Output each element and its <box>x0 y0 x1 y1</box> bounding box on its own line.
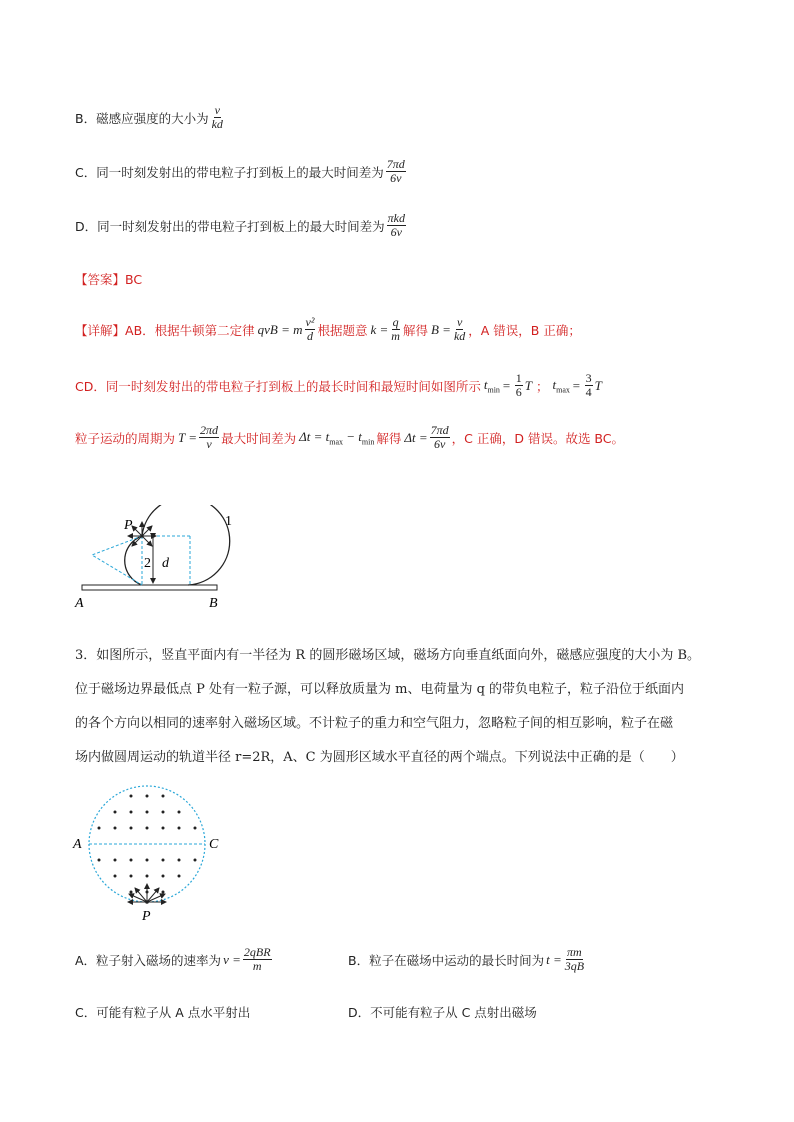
field-dot <box>114 859 117 862</box>
label-b: B <box>209 596 218 611</box>
trajectory-1 <box>142 505 230 585</box>
answer-value: BC <box>125 271 143 287</box>
field-dot <box>146 811 149 814</box>
field-dot <box>114 875 117 878</box>
detail-line-2: CD．同一时刻发射出的带电粒子打到板上的最长时间和最短时间如图所示 $t_{min}$ = $\frac{1}{6}$ T ； $t_{max}$ = $\frac{3}{4}$ T <box>75 371 602 399</box>
field-dot <box>162 859 165 862</box>
label-p: P <box>124 518 133 533</box>
option-d-fraction: $\frac{\text{πkd}}{6v}$ <box>387 211 405 239</box>
question-3-line-2: 位于磁场边界最低点 P 处有一粒子源，可以释放质量为 m、电荷量为 q 的带负电粒子，粒子沿位于纸面内 <box>75 682 685 697</box>
question-3-line-1: 3．如图所示，竖直平面内有一半径为 R 的圆形磁场区域，磁场方向垂直纸面向外，磁感应强度的大小为 B。 <box>75 648 701 663</box>
answer-tag: 【答案】 <box>75 272 126 287</box>
question-3-line-3: 的各个方向以相同的速率射入磁场区域。不计粒子的重力和空气阻力，忽略粒子间的相互影响，粒子在磁 <box>75 716 674 731</box>
option-b-fraction: $\frac{v}{kd}$ <box>211 103 223 131</box>
detail-line-3: 粒子运动的周期为 T = $\frac{2\pi d}{v}$ 最大时间差为 $\Delta t = t_{max} - t_{min}$ 解得 Δt = $\frac{7\pi d}{6v}$ ，C 正确，D 错误。故选 BC。 <box>75 423 624 451</box>
field-dot <box>194 827 197 830</box>
field-dot <box>130 827 133 830</box>
q3-option-b: B．粒子在磁场中运动的最长时间为 t = $\frac{\pi m}{3qB}$ <box>348 945 585 973</box>
figure-2-diagram <box>70 780 230 925</box>
field-dot <box>114 811 117 814</box>
field-dot <box>98 859 101 862</box>
label-p-2: P <box>142 909 151 924</box>
option-c-fraction: $\frac{7\pi d}{6v}$ <box>386 157 405 185</box>
plate-ab <box>82 585 217 590</box>
field-dot <box>146 795 149 798</box>
option-d-text: D．同一时刻发射出的带电粒子打到板上的最大时间差为 <box>75 218 385 234</box>
field-dot <box>130 859 133 862</box>
velocity-arrows-2 <box>128 884 166 902</box>
field-dot <box>130 811 133 814</box>
field-dot <box>114 827 117 830</box>
option-b <box>75 104 226 131</box>
detail-tag: 【详解】 <box>75 322 126 338</box>
field-dot <box>130 891 133 894</box>
field-dot <box>162 891 165 894</box>
field-dot <box>194 859 197 862</box>
answer-line <box>75 270 142 288</box>
figure-1-diagram <box>70 505 250 615</box>
label-c-2: C <box>209 837 219 852</box>
field-dot <box>178 811 181 814</box>
field-dot <box>162 795 165 798</box>
option-c <box>75 158 408 185</box>
field-dot <box>178 875 181 878</box>
field-dot <box>178 859 181 862</box>
q3-option-d: D．不可能有粒子从 C 点射出磁场 <box>348 1005 537 1020</box>
label-a: A <box>75 596 84 611</box>
question-3-line-4: 场内做圆周运动的轨道半径 r=2R，A、C 为圆形区域水平直径的两个端点。下列说法中正确的是（ ） <box>75 750 684 765</box>
field-dot <box>178 827 181 830</box>
field-dot <box>146 875 149 878</box>
option-c-text: C．同一时刻发射出的带电粒子打到板上的最大时间差为 <box>75 164 384 180</box>
label-a-2: A <box>73 837 82 852</box>
label-2: 2 <box>144 556 151 571</box>
label-d: d <box>162 556 169 571</box>
field-dot <box>98 827 101 830</box>
field-dot <box>162 811 165 814</box>
detail-line-1: 【详解】 AB．根据牛顿第二定律 qvB = m $\frac{\text{v²}}{d}$ 根据题意 k = $\frac{q}{m}$ 解得 B = $\frac{v}{kd}$ ，A 错误，B 正确； <box>75 315 581 343</box>
field-dot <box>146 859 149 862</box>
trajectory-2 <box>125 536 142 585</box>
label-1: 1 <box>225 514 232 529</box>
q3-option-c: C．可能有粒子从 A 点水平射出 <box>75 1005 251 1020</box>
field-dot <box>162 827 165 830</box>
field-dot <box>162 875 165 878</box>
q3-option-a: A．粒子射入磁场的速率为 v = $\frac{\text{2qBR}}{m}$ <box>75 945 271 973</box>
field-dot <box>130 795 133 798</box>
option-d <box>75 212 408 239</box>
option-b-text: B．磁感应强度的大小为 <box>75 110 209 126</box>
field-dot <box>146 827 149 830</box>
field-dot <box>130 875 133 878</box>
